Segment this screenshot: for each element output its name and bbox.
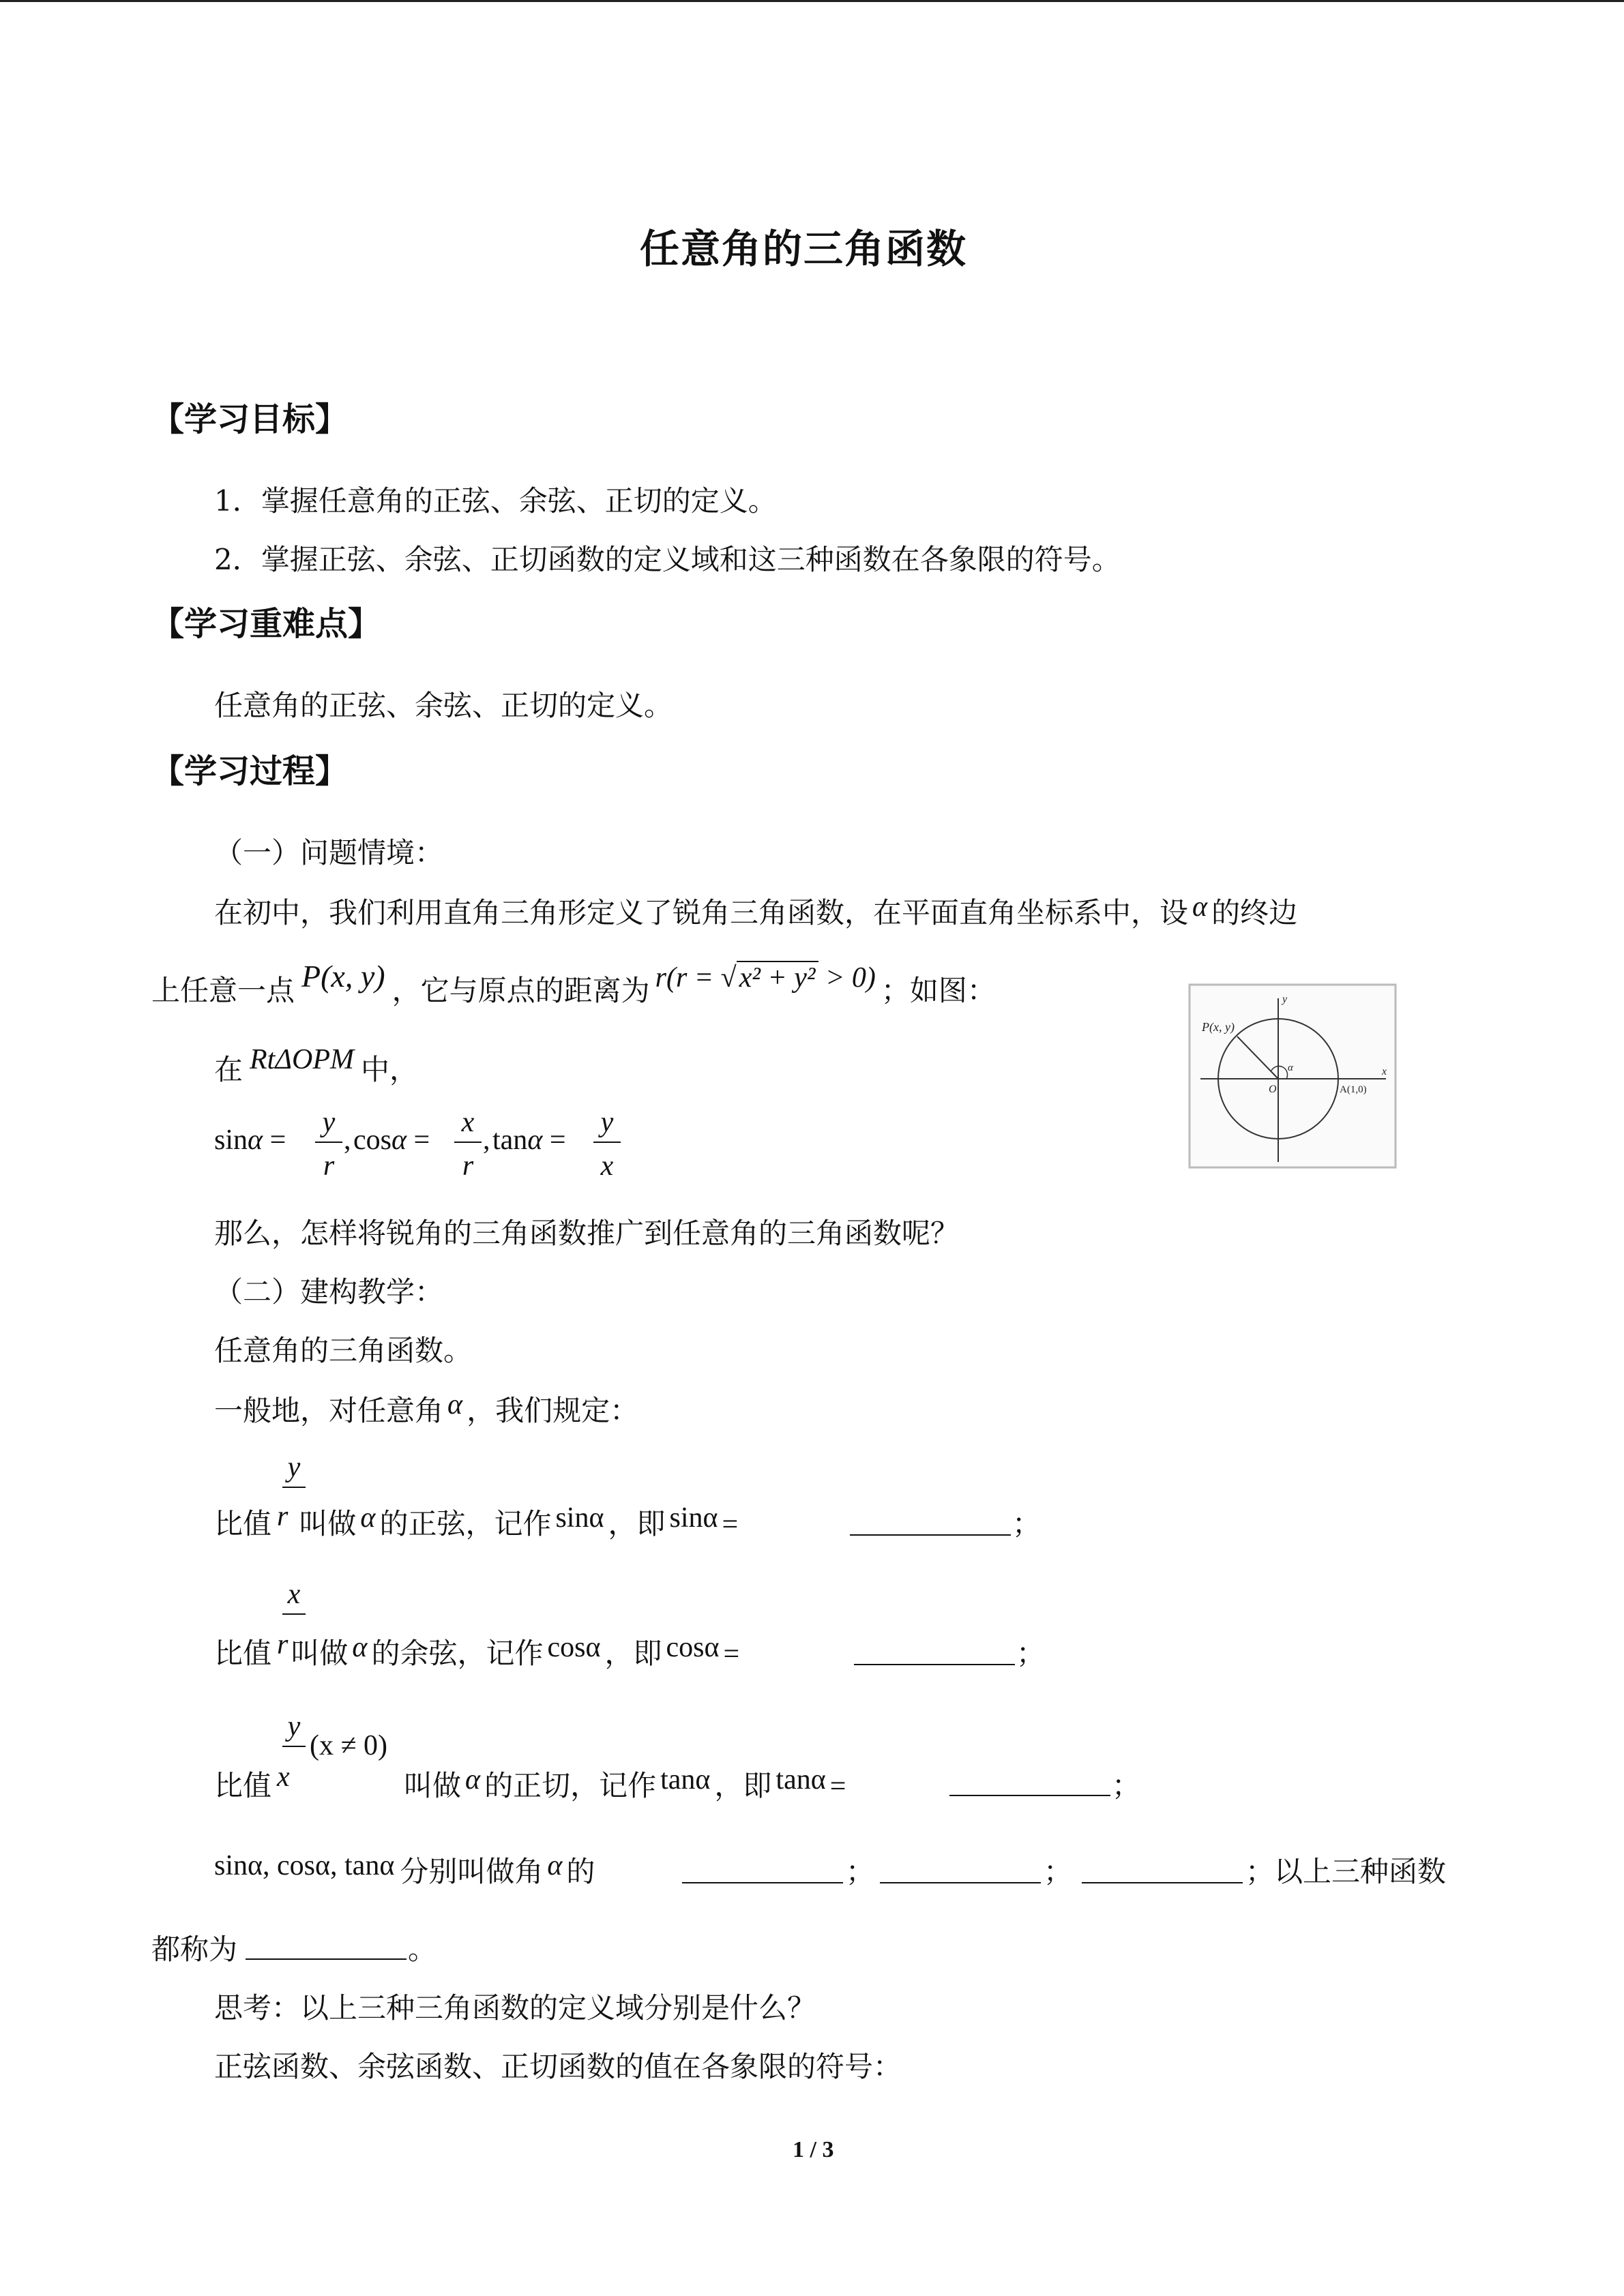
point-a-label: A(1,0) [1340,1084,1367,1095]
semicolon: ； [1112,1769,1141,1802]
frac-den-x: x [600,1150,614,1182]
tan-alpha: tanα [776,1764,826,1795]
answer-blank[interactable] [246,1958,407,1960]
formula-sin-label [214,1124,286,1157]
intro-line-2 [151,959,996,1009]
answer-blank[interactable] [850,1534,1011,1536]
cos-alpha: cosα [547,1632,601,1663]
radicand: x² + y² [737,961,818,994]
answer-blank[interactable] [1082,1882,1243,1883]
semicolon: ； [1012,1507,1042,1540]
r-definition [650,962,881,994]
summary-of: 的 [566,1855,595,1888]
r-def-right: > 0) [825,962,876,994]
summary-tail: ；以上三种函数 [1245,1855,1447,1888]
frac-den-r: r [462,1150,474,1182]
cosine-line [214,1631,739,1672]
namely-text: ，即 [604,1637,662,1670]
alpha-symbol: α [527,1124,543,1156]
namely-text: ，即 [608,1507,666,1540]
tangent-line [404,1763,846,1804]
point-p-label: P(x, y) [1202,1020,1235,1034]
alpha-symbol: α [1192,891,1208,923]
intro-line-1-tail: 的终边 [1211,896,1298,929]
sine-line [214,1502,738,1542]
frac-num-y: y [322,1107,336,1138]
sin-text: sin [214,1124,248,1156]
figure-frame [1190,985,1396,1167]
goal-item-1: 1．掌握任意角的正弦、余弦、正切的定义。 [214,484,777,518]
period: 。 [408,1933,437,1966]
intro-line-2-tail: ；如图： [881,974,996,1007]
frac-num-x: x [461,1107,475,1138]
fraction-bar [282,1487,306,1488]
goal-item-2: 2．掌握正弦、余弦、正切函数的定义域和这三种函数在各象限的符号。 [214,543,1121,576]
intro-line-2-mid: ，它与原点的距离为 [392,974,650,1007]
fraction-bar [593,1142,621,1143]
alpha-symbol: α [392,1124,407,1156]
part2-label: （二）建构教学： [214,1275,444,1309]
frac-num-y: y [287,1452,301,1483]
alpha-label: α [1288,1062,1293,1073]
equals-sign: = [269,1124,286,1156]
alpha-symbol: α [248,1124,263,1156]
r-def-left: r(r = [655,962,714,994]
x-axis-label: x [1382,1066,1387,1077]
frac-den-r: r [277,1629,289,1660]
focus-text: 任意角的正弦、余弦、正切的定义。 [214,689,673,722]
tan-alpha: tanα [660,1764,711,1795]
sine-name: 的正弦，记作 [379,1507,552,1540]
semicolon: ； [1044,1855,1073,1888]
triangle-label: RtΔOPM [250,1044,354,1075]
trig-trio: sinα, cosα, tanα [214,1850,395,1881]
page-title: 任意角的三角函数 [640,226,968,272]
part1-label: （一）问题情境： [214,836,444,869]
quadrant-signs-line: 正弦函数、余弦函数、正切函数的值在各象限的符号： [214,2050,902,2083]
semicolon: ； [846,1855,875,1888]
answer-blank[interactable] [682,1882,843,1883]
summary-line [214,1849,595,1890]
ratio-label: 比值 [214,1637,272,1670]
focus-heading: 【学习重难点】 [151,605,381,643]
alpha-symbol: α [447,1389,463,1420]
generalize-question: 那么，怎样将锐角的三角函数推广到任意角的三角函数呢？ [214,1217,960,1250]
triangle-line [214,1044,418,1088]
semicolon: ； [1016,1637,1046,1670]
alpha-symbol: α [465,1764,481,1795]
namely-text: ，即 [714,1769,772,1802]
sqrt-sign: √ [720,962,737,994]
intro-line-2-text: 上任意一点 [151,974,295,1007]
summary-line-2: 都称为 [151,1933,238,1966]
alpha-symbol: α [360,1502,376,1534]
think-question: 思考：以上三种三角函数的定义域分别是什么？ [214,1991,816,2025]
unit-circle-figure [1188,983,1397,1169]
origin-label: O [1269,1084,1277,1095]
comma: , [483,1124,490,1156]
cos-alpha: cosα [666,1632,720,1663]
part2-subtitle: 任意角的三角函数。 [214,1334,473,1367]
equals-sign: = [722,1509,739,1540]
frac-den-x: x [277,1761,290,1793]
sin-alpha: sinα [669,1502,718,1534]
alpha-symbol: α [547,1850,563,1881]
general-definition-line [214,1388,638,1429]
in-tail: 中， [360,1053,418,1086]
called-text: 叫做 [404,1769,462,1802]
cos-text: cos [353,1124,392,1156]
sin-alpha: sinα [555,1502,604,1534]
frac-den-r: r [323,1150,335,1182]
page-top-border [0,0,1624,2]
fraction-bar [282,1613,306,1615]
point-p: P(x, y) [301,959,385,994]
tangent-name: 的正切，记作 [484,1769,657,1802]
intro-line-1-text: 在初中，我们利用直角三角形定义了锐角三角函数，在平面直角坐标系中，设 [214,896,1189,929]
general-text: 一般地，对任意角 [214,1394,444,1427]
fraction-bar [454,1142,482,1143]
page-indicator: 1 / 3 [793,2137,834,2162]
x-not-zero: (x ≠ 0) [310,1730,388,1761]
tangent-line-start [214,1763,290,1804]
answer-blank[interactable] [854,1664,1015,1665]
formula-cos-label [353,1124,430,1157]
equals-sign: = [723,1639,740,1670]
equals-sign: = [829,1771,846,1802]
y-axis-label: y [1282,994,1288,1005]
frac-den-r: r [277,1501,289,1532]
tan-text: tan [492,1124,528,1156]
ratio-label: 比值 [214,1769,272,1802]
frac-num-y: y [600,1107,614,1138]
called-text: 叫做 [299,1507,357,1540]
goals-heading: 【学习目标】 [151,400,349,438]
fraction-bar [315,1142,342,1143]
summary-text: 分别叫做角 [400,1855,544,1888]
answer-blank[interactable] [880,1882,1041,1883]
frac-num-x: x [287,1579,301,1610]
cosine-name: 的余弦，记作 [371,1637,544,1670]
process-heading: 【学习过程】 [151,752,349,790]
general-tail: ，我们规定： [467,1394,639,1427]
alpha-symbol: α [352,1632,368,1663]
called-text: 叫做 [291,1637,349,1670]
equals-sign: = [549,1124,566,1156]
in-text: 在 [214,1053,243,1086]
ratio-label: 比值 [214,1507,272,1540]
equals-sign: = [413,1124,430,1156]
frac-num-y: y [287,1711,301,1742]
intro-line-1 [214,891,1297,931]
comma: , [344,1124,351,1156]
formula-tan-label [492,1124,566,1157]
answer-blank[interactable] [949,1795,1110,1796]
fraction-bar [282,1746,306,1747]
